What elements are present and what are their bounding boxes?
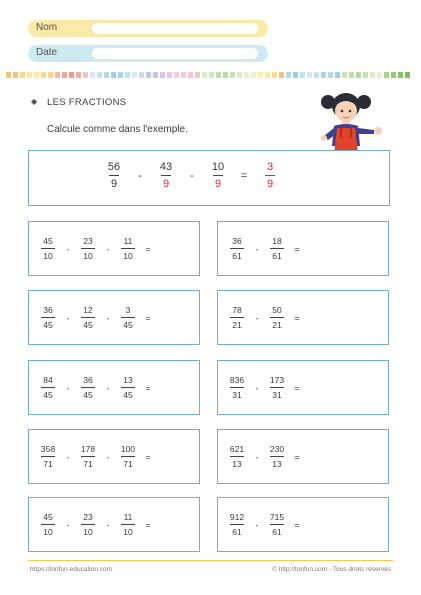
ruler-segment (300, 72, 305, 78)
equals-sign: = (294, 519, 300, 530)
equals-sign: = (145, 243, 151, 254)
ruler-segment (202, 72, 207, 78)
ruler-segment (209, 72, 214, 78)
exercise-expression (35, 236, 155, 261)
ruler-segment (342, 72, 347, 78)
exercise-box[interactable] (217, 497, 389, 552)
exercise-expression (35, 512, 155, 537)
ruler-segment (111, 72, 116, 78)
ruler-segment (223, 72, 228, 78)
example-box (28, 150, 390, 206)
result-denominator: 9 (265, 175, 275, 190)
exercise-expression (224, 305, 304, 330)
minus-operator: - (255, 519, 259, 530)
ruler-segment (153, 72, 158, 78)
minus-operator: - (106, 382, 110, 393)
minus-operator: - (106, 312, 110, 323)
numerator: 36 (232, 236, 242, 246)
denominator: 45 (41, 317, 54, 330)
fraction (149, 161, 183, 190)
ruler-segment (76, 72, 81, 78)
ruler-segment (125, 72, 130, 78)
numerator: 45 (43, 236, 53, 246)
page-title: LES FRACTIONS (47, 97, 127, 108)
fraction (35, 375, 61, 400)
exercise-expression (35, 444, 155, 469)
date-field[interactable] (28, 45, 268, 62)
numerator: 36 (43, 305, 53, 315)
numerator: 36 (83, 375, 93, 385)
ruler-segment (384, 72, 389, 78)
equals-sign: = (294, 312, 300, 323)
ruler-segment (97, 72, 102, 78)
minus-operator: - (255, 382, 259, 393)
denominator: 10 (121, 524, 134, 537)
fraction (97, 161, 131, 190)
numerator: 621 (229, 444, 245, 454)
ruler-segment (181, 72, 186, 78)
fraction (75, 444, 101, 469)
fraction (115, 375, 141, 400)
ruler-segment (349, 72, 354, 78)
fraction (35, 444, 61, 469)
fraction (75, 375, 101, 400)
numerator: 18 (272, 236, 282, 246)
denominator: 13 (270, 456, 283, 469)
ruler-segment (335, 72, 340, 78)
minus-operator: - (106, 451, 110, 462)
ruler-segment (391, 72, 396, 78)
minus-operator: - (66, 312, 70, 323)
fraction (224, 375, 250, 400)
ruler-segment (356, 72, 361, 78)
ruler-segment (139, 72, 144, 78)
equals-sign: = (145, 519, 151, 530)
minus-operator: - (138, 169, 142, 182)
result-fraction (253, 161, 287, 190)
ruler-segment (69, 72, 74, 78)
fraction (224, 512, 250, 537)
ruler-segment (265, 72, 270, 78)
ruler-segment (370, 72, 375, 78)
numerator: 43 (159, 161, 173, 173)
equals-sign: = (294, 243, 300, 254)
ruler-segment (363, 72, 368, 78)
numerator: 3 (125, 305, 131, 315)
ruler-segment (188, 72, 193, 78)
name-field[interactable] (28, 20, 268, 37)
numerator: 10 (211, 161, 225, 173)
numerator: 23 (83, 512, 93, 522)
equals-sign: = (145, 451, 151, 462)
exercise-expression (224, 375, 304, 400)
fraction (224, 236, 250, 261)
minus-operator: - (255, 243, 259, 254)
numerator: 50 (272, 305, 282, 315)
ruler-segment (160, 72, 165, 78)
numerator: 45 (43, 512, 53, 522)
denominator: 10 (41, 524, 54, 537)
denominator: 10 (81, 524, 94, 537)
fraction (35, 305, 61, 330)
ruler-segment (20, 72, 25, 78)
ruler-segment (230, 72, 235, 78)
ruler-segment (27, 72, 32, 78)
denominator: 61 (270, 248, 283, 261)
denominator: 61 (230, 524, 243, 537)
ruler-segment (90, 72, 95, 78)
ruler-segment (251, 72, 256, 78)
exercise-box[interactable] (28, 497, 200, 552)
footer-website[interactable]: https://tonfun-education.com (30, 566, 113, 573)
footer-copyright: © http://tonfun.com - Tous droits réservés (272, 566, 391, 573)
ruler-segment (314, 72, 319, 78)
denominator: 45 (121, 317, 134, 330)
numerator: 23 (83, 236, 93, 246)
ruler-segment (237, 72, 242, 78)
ruler-segment (132, 72, 137, 78)
numerator: 715 (269, 512, 285, 522)
exercise-box[interactable] (28, 429, 200, 484)
instruction: Calcule comme dans l'exemple. (47, 124, 188, 135)
numerator: 56 (107, 161, 121, 173)
fraction (264, 444, 290, 469)
numerator: 11 (123, 512, 133, 522)
ruler-segment (48, 72, 53, 78)
equals-sign: = (294, 382, 300, 393)
ruler-segment (272, 72, 277, 78)
ruler-segment (216, 72, 221, 78)
denominator: 61 (230, 248, 243, 261)
ruler-segment (6, 72, 11, 78)
equals-sign: = (145, 312, 151, 323)
minus-operator: - (255, 451, 259, 462)
fraction (264, 305, 290, 330)
minus-operator: - (66, 519, 70, 530)
fraction (264, 375, 290, 400)
fraction (224, 305, 250, 330)
exercise-expression (35, 375, 155, 400)
denominator: 31 (230, 387, 243, 400)
minus-operator: - (106, 519, 110, 530)
exercise-box[interactable] (28, 221, 200, 276)
date-label: Date (36, 47, 58, 58)
numerator: 178 (80, 444, 96, 454)
minus-operator: - (66, 451, 70, 462)
minus-operator: - (66, 382, 70, 393)
ruler-segment (104, 72, 109, 78)
ruler-segment (62, 72, 67, 78)
date-input[interactable] (92, 48, 258, 59)
example-expression (97, 161, 287, 190)
exercise-box[interactable] (217, 360, 389, 415)
fraction (224, 444, 250, 469)
numerator: 12 (83, 305, 93, 315)
denominator: 21 (270, 317, 283, 330)
numerator: 230 (269, 444, 285, 454)
minus-operator: - (106, 243, 110, 254)
exercise-expression (224, 236, 304, 261)
ruler-segment (258, 72, 263, 78)
name-label: Nom (36, 22, 58, 33)
denominator: 10 (121, 248, 134, 261)
ruler-segment (41, 72, 46, 78)
numerator: 912 (229, 512, 245, 522)
fraction (201, 161, 235, 190)
ruler-segment (83, 72, 88, 78)
fraction (35, 512, 61, 537)
denominator: 71 (41, 456, 54, 469)
exercise-box[interactable] (28, 360, 200, 415)
fraction (75, 305, 101, 330)
color-ruler (6, 72, 410, 78)
footer-divider (28, 560, 393, 561)
exercise-box[interactable] (217, 290, 389, 345)
denominator: 31 (270, 387, 283, 400)
ruler-segment (13, 72, 18, 78)
numerator: 836 (229, 375, 245, 385)
ruler-segment (195, 72, 200, 78)
ruler-segment (286, 72, 291, 78)
equals-sign: = (294, 451, 300, 462)
ruler-segment (244, 72, 249, 78)
numerator: 358 (40, 444, 56, 454)
ruler-segment (167, 72, 172, 78)
fraction (75, 512, 101, 537)
denominator: 61 (270, 524, 283, 537)
exercise-box[interactable] (217, 429, 389, 484)
ruler-segment (328, 72, 333, 78)
exercise-box[interactable] (28, 290, 200, 345)
denominator: 45 (81, 387, 94, 400)
ruler-segment (398, 72, 403, 78)
fraction (35, 236, 61, 261)
numerator: 13 (123, 375, 133, 385)
denominator: 9 (161, 175, 171, 190)
fraction (115, 305, 141, 330)
numerator: 11 (123, 236, 133, 246)
exercise-expression (224, 512, 304, 537)
denominator: 45 (81, 317, 94, 330)
minus-operator: - (66, 243, 70, 254)
equals-sign: = (240, 169, 248, 182)
ruler-segment (174, 72, 179, 78)
equals-sign: = (145, 382, 151, 393)
ruler-segment (55, 72, 60, 78)
exercise-box[interactable] (217, 221, 389, 276)
denominator: 45 (41, 387, 54, 400)
minus-operator: - (190, 169, 194, 182)
denominator: 9 (109, 175, 119, 190)
ruler-segment (405, 72, 410, 78)
fraction (264, 512, 290, 537)
ruler-segment (34, 72, 39, 78)
denominator: 21 (230, 317, 243, 330)
fraction (115, 444, 141, 469)
fraction (115, 236, 141, 261)
numerator: 173 (269, 375, 285, 385)
numerator: 78 (232, 305, 242, 315)
bullet-icon: ◆ (31, 97, 38, 106)
fraction (264, 236, 290, 261)
denominator: 10 (81, 248, 94, 261)
exercise-expression (35, 305, 155, 330)
denominator: 9 (213, 175, 223, 190)
denominator: 45 (121, 387, 134, 400)
result-numerator: 3 (266, 161, 274, 173)
ruler-segment (146, 72, 151, 78)
minus-operator: - (255, 312, 259, 323)
fraction (75, 236, 101, 261)
fraction (115, 512, 141, 537)
denominator: 13 (230, 456, 243, 469)
denominator: 10 (41, 248, 54, 261)
name-input[interactable] (92, 23, 258, 34)
numerator: 100 (120, 444, 136, 454)
ruler-segment (377, 72, 382, 78)
exercise-expression (224, 444, 304, 469)
numerator: 84 (43, 375, 53, 385)
denominator: 71 (81, 456, 94, 469)
ruler-segment (307, 72, 312, 78)
denominator: 71 (121, 456, 134, 469)
ruler-segment (321, 72, 326, 78)
ruler-segment (118, 72, 123, 78)
ruler-segment (279, 72, 284, 78)
ruler-segment (293, 72, 298, 78)
